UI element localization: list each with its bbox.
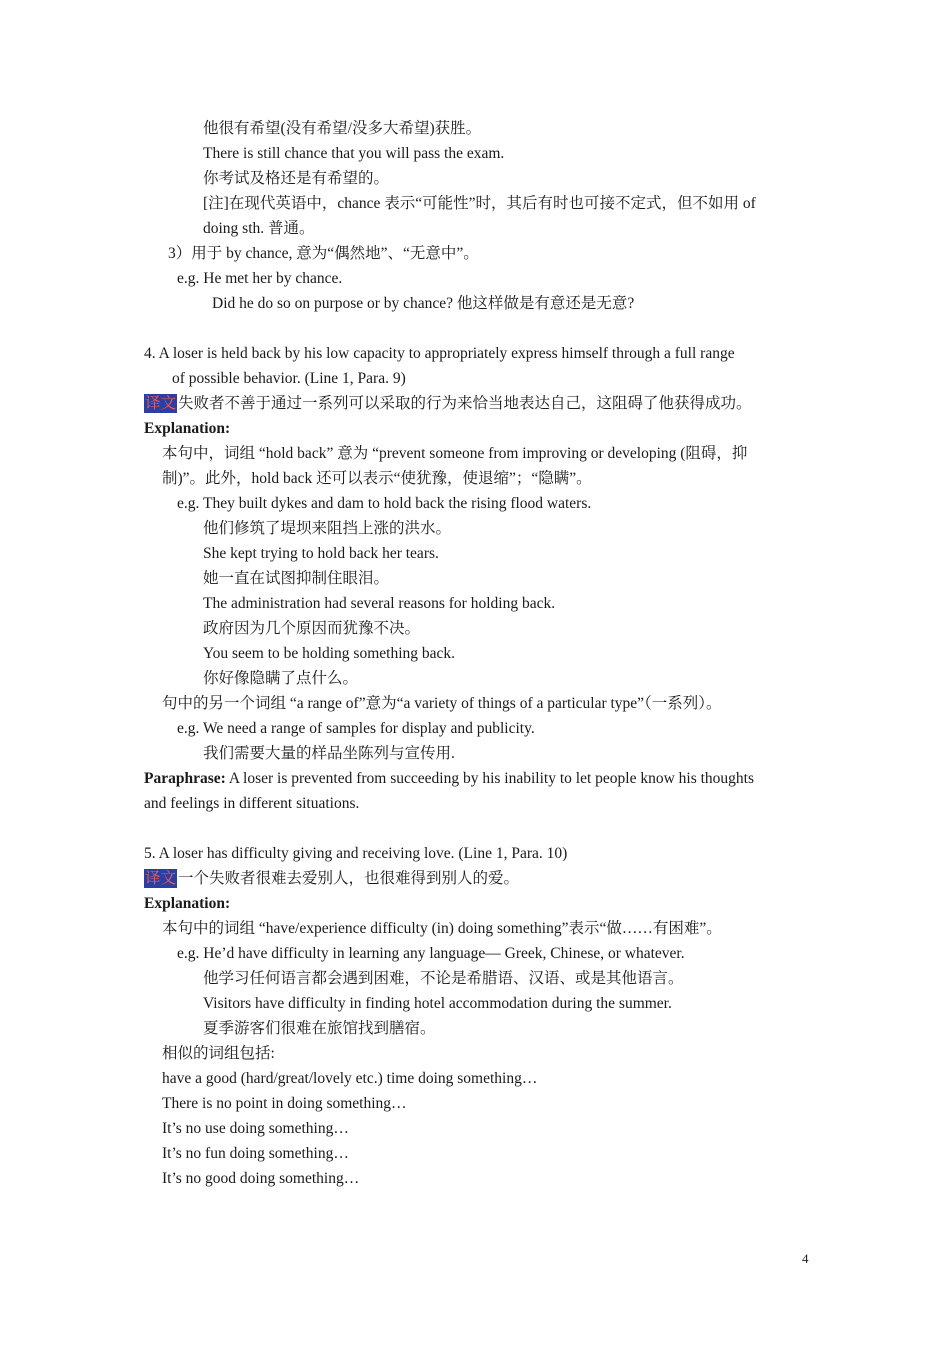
text-line: [注]在现代英语中，chance 表示“可能性”时，其后有时也可接不定式，但不如用 of — [203, 195, 756, 212]
paraphrase-line — [144, 769, 754, 789]
text-line: 3）用于 by chance, 意为“偶然地”、“无意中”。 — [168, 245, 479, 262]
text-line: 句中的另一个词组 “a range of”意为“a variety of things of a particular type”（一系列）。 — [162, 695, 722, 712]
paraphrase-label: Paraphrase: — [144, 770, 226, 787]
paraphrase-cont: and feelings in different situations. — [144, 795, 360, 812]
example-line: She kept trying to hold back her tears. — [203, 545, 439, 562]
text-line: There is still chance that you will pass the exam. — [203, 145, 505, 162]
example-line: 他学习任何语言都会遇到困难，不论是希腊语、汉语、或是其他语言。 — [203, 970, 684, 987]
phrase-line: There is no point in doing something… — [162, 1095, 407, 1112]
phrase-line: It’s no fun doing something… — [162, 1145, 349, 1162]
example-line: e.g. We need a range of samples for display and publicity. — [177, 720, 535, 737]
example-line: 她一直在试图抑制住眼泪。 — [203, 570, 390, 587]
text-line: 本句中的词组 “have/experience difficulty (in) doing something”表示“做……有困难”。 — [162, 920, 722, 937]
example-line: You seem to be holding something back. — [203, 645, 456, 662]
item-heading-cont: of possible behavior. (Line 1, Para. 9) — [172, 370, 406, 387]
example-line: Did he do so on purpose or by chance? 他这样做是有意还是无意? — [212, 295, 635, 312]
example-line: e.g. He met her by chance. — [177, 270, 343, 287]
text-line: 本句中，词组 “hold back” 意为 “prevent someone from improving or developing (阻碍，抑 — [162, 445, 748, 462]
example-line: 我们需要大量的样品坐陈列与宣传用. — [203, 745, 455, 762]
item-heading: 4. A loser is held back by his low capacity to appropriately express himself through a full range — [144, 345, 735, 362]
explanation-heading: Explanation: — [144, 420, 231, 437]
example-line: 你好像隐瞒了点什么。 — [203, 670, 359, 687]
example-line: e.g. They built dykes and dam to hold back the rising flood waters. — [177, 495, 592, 512]
phrase-line: It’s no good doing something… — [162, 1170, 360, 1187]
text-line: 制)”。此外，hold back 还可以表示“使犹豫，使退缩”；“隐瞒”。 — [162, 470, 592, 487]
text-line: 相似的词组包括: — [162, 1045, 275, 1062]
text-line: 他很有希望(没有希望/没多大希望)获胜。 — [203, 120, 482, 137]
item-heading: 5. A loser has difficulty giving and receiving love. (Line 1, Para. 10) — [144, 845, 568, 862]
example-line: 政府因为几个原因而犹豫不决。 — [203, 620, 421, 637]
translation-tag: 译文 — [145, 870, 177, 887]
example-line: 夏季游客们很难在旅馆找到膳宿。 — [203, 1020, 436, 1037]
text-line: 你考试及格还是有希望的。 — [203, 170, 390, 187]
example-line: 他们修筑了堤坝来阻挡上涨的洪水。 — [203, 520, 452, 537]
example-line: Visitors have difficulty in finding hotel accommodation during the summer. — [203, 995, 672, 1012]
text-line: doing sth. 普通。 — [203, 220, 315, 237]
translation-line — [144, 394, 752, 414]
explanation-heading: Explanation: — [144, 895, 231, 912]
translation-text: 失败者不善于通过一系列可以采取的行为来恰当地表达自己，这阻碍了他获得成功。 — [178, 395, 752, 412]
example-line: The administration had several reasons for holding back. — [203, 595, 556, 612]
example-line: e.g. He’d have difficulty in learning any language— Greek, Chinese, or whatever. — [177, 945, 685, 962]
phrase-line: It’s no use doing something… — [162, 1120, 349, 1137]
page-number: 4 — [802, 1251, 809, 1266]
paraphrase-text: A loser is prevented from succeeding by his inability to let people know his thoughts — [225, 770, 755, 787]
translation-tag: 译文 — [145, 395, 177, 412]
translation-line — [144, 869, 519, 889]
translation-text: 一个失败者很难去爱别人，也很难得到别人的爱。 — [178, 870, 520, 887]
phrase-line: have a good (hard/great/lovely etc.) time doing something… — [162, 1070, 538, 1087]
